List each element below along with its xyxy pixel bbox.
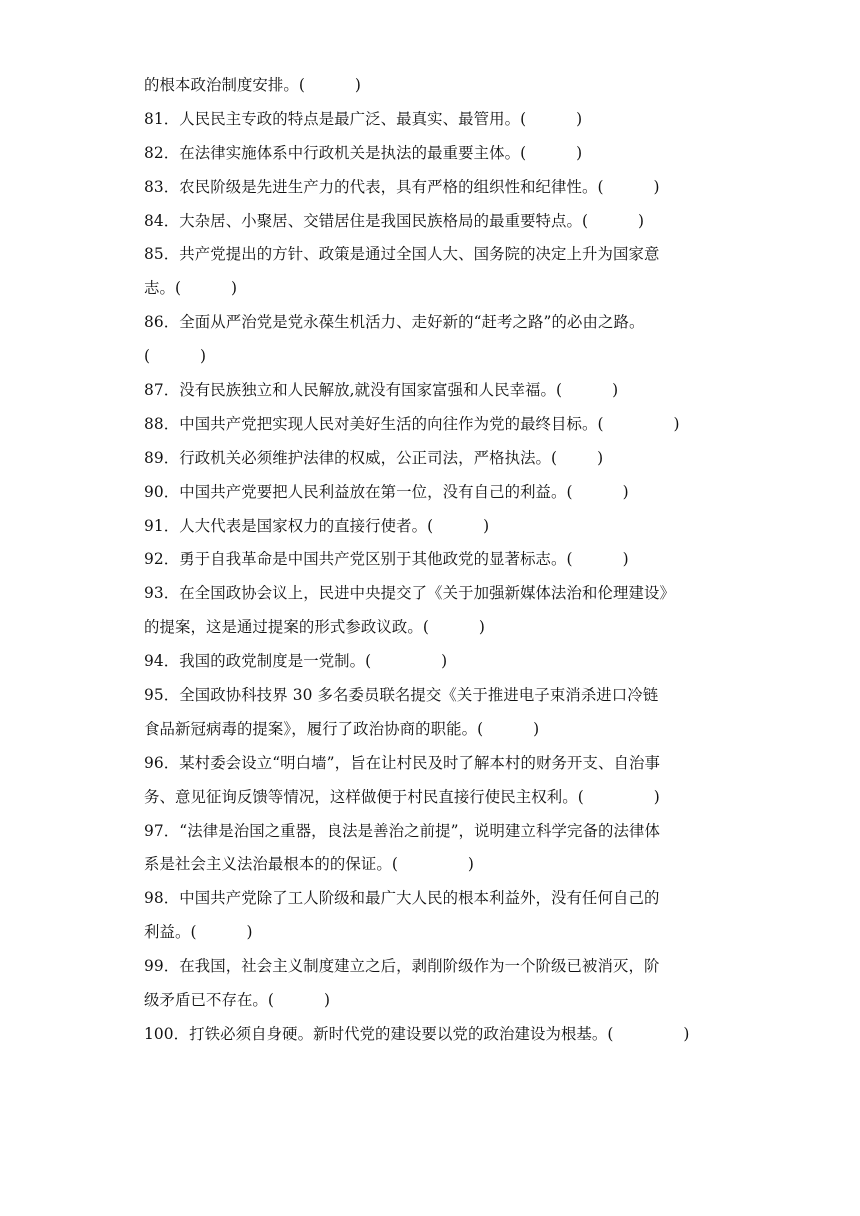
question-97: 97．“法律是治国之重器，良法是善治之前提”，说明建立科学完备的法律体 (144, 821, 660, 840)
question-98: 98．中国共产党除了工人阶级和最广大人民的根本利益外，没有任何自己的 (144, 889, 660, 908)
question-82: 82．在法律实施体系中行政机关是执法的最重要主体。( ) (144, 143, 583, 162)
question-93: 93．在全国政协会议上，民进中央提交了《关于加强新媒体法治和伦理建设》 (144, 584, 675, 603)
question-92: 92．勇于自我革命是中国共产党区别于其他政党的显著标志。( ) (144, 550, 629, 569)
question-95-cont: 食品新冠病毒的提案》，履行了政治协商的职能。( ) (144, 719, 540, 738)
question-99: 99．在我国，社会主义制度建立之后，剥削阶级作为一个阶级已被消灭，阶 (144, 957, 660, 976)
text-line: 的根本政治制度安排。( ) (144, 76, 362, 94)
question-83: 83．农民阶级是先进生产力的代表，具有严格的组织性和纪律性。( ) (144, 177, 660, 196)
question-97-cont: 系是社会主义法治最根本的的保证。( ) (144, 855, 474, 874)
question-84: 84．大杂居、小聚居、交错居住是我国民族格局的最重要特点。( ) (144, 211, 645, 230)
question-93-cont: 的提案，这是通过提案的形式参政议政。( ) (144, 618, 485, 637)
question-96-cont: 务、意见征询反馈等情况，这样做便于村民直接行使民主权利。( ) (144, 787, 660, 806)
question-81: 81．人民民主专政的特点是最广泛、最真实、最管用。( ) (144, 109, 583, 128)
question-86-cont: ( ) (144, 347, 207, 366)
question-91: 91．人大代表是国家权力的直接行使者。( ) (144, 516, 490, 535)
question-88: 88．中国共产党把实现人民对美好生活的向往作为党的最终目标。( ) (144, 414, 680, 433)
question-86: 86．全面从严治党是党永葆生机活力、走好新的“赶考之路”的必由之路。 (144, 313, 645, 332)
question-95: 95．全国政协科技界 30 多名委员联名提交《关于推进电子束消杀进口冷链 (144, 686, 659, 705)
question-96: 96．某村委会设立“明白墙”，旨在让村民及时了解本村的财务开支、自治事 (144, 753, 660, 772)
question-87: 87．没有民族独立和人民解放,就没有国家富强和人民幸福。( ) (144, 381, 619, 400)
question-100: 100．打铁必须自身硬。新时代党的建设要以党的政治建设为根基。( ) (144, 1024, 690, 1043)
question-94: 94．我国的政党制度是一党制。( ) (144, 652, 448, 671)
question-85-cont: 志。( ) (144, 279, 238, 298)
question-90: 90．中国共产党要把人民利益放在第一位，没有自己的利益。( ) (144, 482, 629, 501)
question-98-cont: 利益。( ) (144, 923, 253, 942)
question-99-cont: 级矛盾已不存在。( ) (144, 991, 331, 1010)
question-list (144, 69, 720, 1052)
question-89: 89．行政机关必须维护法律的权威，公正司法，严格执法。( ) (144, 448, 604, 467)
question-85: 85．共产党提出的方针、政策是通过全国人大、国务院的决定上升为国家意 (144, 245, 660, 264)
